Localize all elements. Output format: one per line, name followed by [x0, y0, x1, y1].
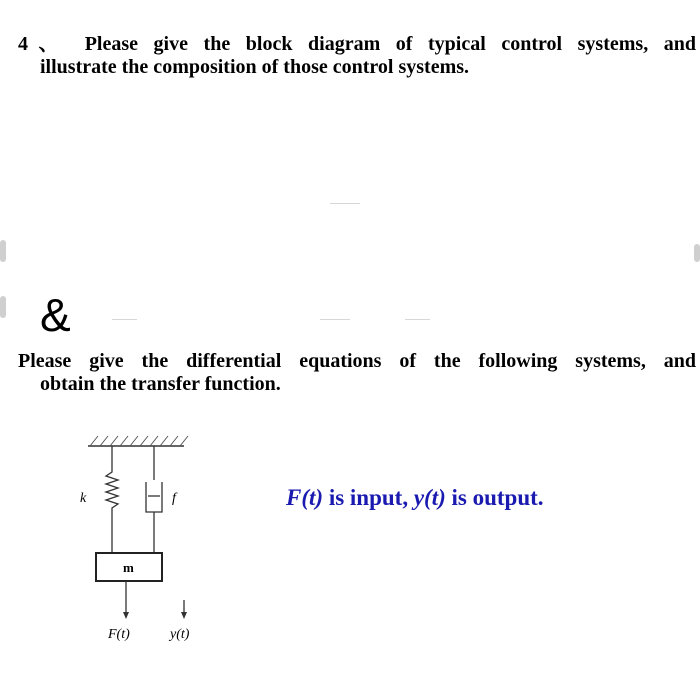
- question-differential: [18, 350, 696, 396]
- force-label: F(t): [108, 627, 130, 642]
- spring-label: k: [80, 491, 87, 506]
- output-text: is output.: [445, 485, 544, 510]
- question-4-text-line2: illustrate the composition of those control systems.: [40, 56, 470, 78]
- scan-artifact: [320, 319, 350, 320]
- separator-ampersand: &: [40, 289, 71, 341]
- scan-artifact: [694, 244, 700, 262]
- question-4: [18, 33, 696, 79]
- question-4-text-line1: Please give the block diagram of typical control systems, and: [84, 33, 696, 55]
- mass-label: m: [123, 560, 134, 575]
- spring: [106, 446, 118, 553]
- output-label: y(t): [170, 627, 190, 642]
- output-arrow-head: [181, 612, 187, 619]
- scan-artifact: [112, 319, 137, 320]
- input-output-note: [286, 485, 544, 511]
- scan-artifact: [0, 240, 6, 262]
- scan-artifact: [0, 296, 6, 318]
- question-4-number: 4、: [18, 33, 70, 55]
- question-4-line1: [18, 33, 696, 56]
- input-variable: F(t): [286, 485, 324, 510]
- ceiling-hatching: [90, 436, 188, 446]
- question-differential-line2: obtain the transfer function.: [40, 373, 281, 395]
- question-differential-line1: Please give the differential equations of the following systems, and: [18, 350, 696, 372]
- damper-cylinder: [146, 482, 162, 512]
- spring-mass-damper-diagram: [70, 420, 220, 650]
- damper-label: f: [172, 491, 176, 506]
- scan-artifact: [330, 203, 360, 204]
- output-variable: y(t): [413, 485, 446, 510]
- force-arrow-head: [123, 612, 129, 619]
- input-text: is input,: [323, 485, 414, 510]
- scan-artifact: [405, 319, 430, 320]
